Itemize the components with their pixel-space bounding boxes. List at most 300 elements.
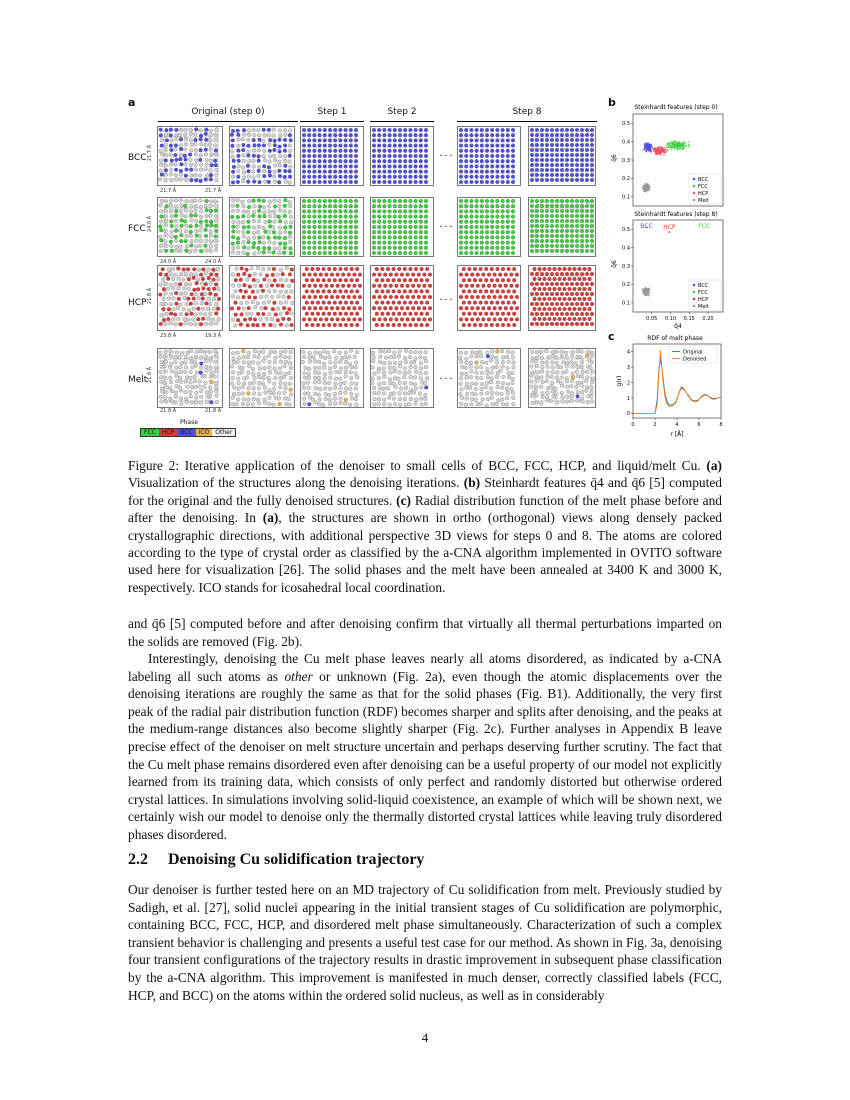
atom — [262, 372, 266, 376]
atom — [317, 371, 321, 375]
atom — [409, 365, 413, 369]
atom — [398, 350, 402, 354]
ellipsis-hcp: ··· — [439, 292, 454, 306]
legend-label: Melt — [698, 197, 709, 204]
atom — [313, 381, 317, 385]
atom — [258, 375, 262, 379]
atom — [386, 290, 390, 294]
atom — [480, 220, 484, 224]
atom — [163, 354, 167, 358]
atom — [470, 144, 474, 148]
atom — [540, 366, 544, 370]
atom — [398, 397, 402, 401]
fcc-ortho-step8 — [457, 197, 521, 257]
atom — [201, 307, 205, 311]
atom — [214, 312, 218, 316]
atom — [204, 239, 208, 243]
atom — [496, 170, 500, 174]
atom — [313, 220, 317, 224]
section-number: 2.2 — [128, 851, 148, 868]
atom — [409, 159, 413, 163]
atom — [278, 145, 282, 149]
atom — [545, 209, 549, 213]
row-label-fcc: FCC — [128, 224, 146, 234]
melt-ortho-step0 — [229, 348, 295, 408]
atom — [344, 391, 348, 395]
atom — [242, 272, 246, 276]
atom — [252, 138, 256, 142]
atom — [403, 323, 407, 327]
atom — [288, 273, 292, 277]
atom — [214, 293, 218, 297]
atom — [545, 219, 549, 223]
atom — [214, 244, 218, 248]
rdf-legend — [669, 346, 717, 363]
atom — [184, 282, 188, 286]
atom — [490, 225, 494, 229]
y-tick-label: 1 — [626, 395, 630, 402]
phase-legend-fcc: FCC — [141, 429, 159, 436]
atom — [209, 230, 213, 234]
atom — [327, 301, 331, 305]
atom — [252, 199, 256, 203]
atom — [540, 133, 544, 137]
atom — [276, 307, 280, 311]
atom — [540, 249, 544, 253]
atom — [575, 229, 579, 233]
atom — [573, 297, 577, 301]
atom — [531, 350, 535, 354]
atom — [307, 180, 311, 184]
atom — [347, 306, 351, 310]
atom — [470, 128, 474, 132]
atom — [278, 209, 282, 213]
atom — [277, 215, 281, 219]
atom — [177, 297, 181, 301]
atom — [164, 133, 168, 137]
atom — [239, 301, 243, 305]
atom — [530, 234, 534, 238]
atom — [470, 402, 474, 406]
atom — [393, 361, 397, 365]
atom — [496, 267, 500, 271]
atom — [392, 392, 396, 396]
atom — [460, 365, 464, 369]
atom — [403, 159, 407, 163]
atom — [386, 323, 390, 327]
atom — [289, 290, 293, 294]
atom — [575, 214, 579, 218]
atom — [377, 241, 381, 245]
atom — [196, 287, 200, 291]
atom — [184, 239, 188, 243]
atom — [566, 400, 570, 404]
atom — [302, 273, 306, 277]
atom — [339, 144, 343, 148]
atom — [258, 205, 262, 209]
atom — [546, 370, 550, 374]
atom — [423, 397, 427, 401]
atom — [550, 272, 554, 276]
atom — [575, 168, 579, 172]
melt-ortho-step8 — [457, 348, 521, 408]
atom — [570, 399, 574, 403]
atom — [268, 170, 272, 174]
ellipsis-melt: ··· — [439, 371, 454, 385]
atom — [268, 200, 272, 204]
atom — [398, 159, 402, 163]
atom — [388, 154, 392, 158]
chart-b0-legend — [689, 174, 721, 204]
atom — [339, 382, 343, 386]
atom — [382, 371, 386, 375]
atom — [279, 323, 283, 327]
atom — [246, 210, 250, 214]
atom — [242, 154, 246, 158]
atom — [236, 133, 240, 137]
atom — [377, 246, 381, 250]
atom — [485, 128, 489, 132]
atom — [283, 242, 287, 246]
atom — [279, 268, 283, 272]
atom — [575, 143, 579, 147]
atom — [590, 168, 594, 172]
atom — [504, 295, 508, 299]
atom — [484, 361, 488, 365]
atom — [215, 400, 219, 404]
atom — [555, 356, 559, 360]
atom — [326, 351, 330, 355]
atom — [573, 277, 577, 281]
atom — [551, 350, 555, 354]
atom — [535, 272, 539, 276]
atom — [409, 133, 413, 137]
atom — [272, 175, 276, 179]
x-tick-label: 0.15 — [683, 316, 695, 322]
atom — [302, 220, 306, 224]
atom — [252, 165, 256, 169]
atom — [560, 214, 564, 218]
atom — [247, 175, 251, 179]
atom — [377, 382, 381, 386]
atom — [479, 354, 483, 358]
atom — [252, 154, 256, 158]
rdf-xticks — [631, 418, 722, 428]
atom — [215, 168, 219, 172]
atom — [200, 282, 204, 286]
atom — [339, 154, 343, 158]
atom — [409, 267, 413, 271]
atom — [318, 154, 322, 158]
atom — [480, 371, 484, 375]
atom — [178, 355, 182, 359]
atom — [570, 224, 574, 228]
atom — [409, 323, 413, 327]
atom — [194, 209, 198, 213]
phase-legend — [140, 428, 236, 437]
atom — [545, 163, 549, 167]
atom — [165, 153, 169, 157]
atom — [183, 361, 187, 365]
atom — [555, 302, 559, 306]
atom — [414, 210, 418, 214]
atom — [512, 366, 516, 370]
atom — [279, 355, 283, 359]
atom — [530, 224, 534, 228]
atom — [290, 268, 294, 272]
atom — [580, 375, 584, 379]
atom — [501, 139, 505, 143]
atom — [257, 219, 261, 223]
atom — [500, 392, 504, 396]
atom — [302, 241, 306, 245]
atom — [204, 138, 208, 142]
atom — [272, 230, 276, 234]
atom — [343, 355, 347, 359]
atom — [196, 278, 200, 282]
atom — [544, 349, 548, 353]
atom — [409, 210, 413, 214]
atom — [498, 306, 502, 310]
atom — [241, 230, 245, 234]
atom — [553, 267, 557, 271]
atom — [550, 322, 554, 326]
atom — [546, 386, 550, 390]
atom — [263, 210, 267, 214]
atom — [565, 385, 569, 389]
atom — [333, 230, 337, 234]
atom — [328, 165, 332, 169]
atom — [501, 149, 505, 153]
atom — [504, 273, 508, 277]
atom — [248, 317, 252, 321]
atom — [560, 322, 564, 326]
atom — [339, 199, 343, 203]
atom — [540, 361, 544, 365]
atom — [343, 381, 347, 385]
atom — [187, 287, 191, 291]
atom — [253, 349, 257, 353]
atom — [580, 204, 584, 208]
atom — [575, 282, 579, 286]
atom — [512, 267, 516, 271]
atom — [535, 173, 539, 177]
data-point — [678, 141, 680, 143]
atom — [496, 225, 500, 229]
atom — [318, 149, 322, 153]
data-point — [649, 148, 651, 150]
atom — [262, 241, 266, 245]
atom — [565, 224, 569, 228]
atom — [164, 209, 168, 213]
atom — [344, 165, 348, 169]
atom — [473, 323, 477, 327]
atom — [404, 403, 408, 407]
atom — [506, 241, 510, 245]
data-point — [674, 148, 676, 150]
atom — [344, 220, 348, 224]
atom — [165, 386, 169, 390]
atom — [470, 149, 474, 153]
atom — [555, 128, 559, 132]
atom — [555, 371, 559, 375]
atom — [420, 267, 424, 271]
atom — [214, 360, 218, 364]
atom — [511, 220, 515, 224]
atom — [204, 128, 208, 132]
atom — [533, 297, 537, 301]
atom — [397, 290, 401, 294]
atom — [231, 199, 235, 203]
atom — [253, 305, 257, 309]
atom — [231, 351, 235, 355]
atom — [242, 355, 246, 359]
atom — [333, 170, 337, 174]
atom — [183, 370, 187, 374]
atom — [409, 180, 413, 184]
atom — [571, 365, 575, 369]
atom — [322, 278, 326, 282]
atom — [231, 175, 235, 179]
atom — [338, 371, 342, 375]
atom — [424, 220, 428, 224]
atom — [183, 154, 187, 158]
atom — [558, 277, 562, 281]
atom — [270, 295, 274, 299]
atom — [403, 225, 407, 229]
atom — [570, 379, 574, 383]
atom — [590, 381, 594, 385]
atom — [259, 295, 263, 299]
atom — [261, 267, 265, 271]
atom — [398, 144, 402, 148]
atom — [333, 402, 337, 406]
rdf-chart — [615, 333, 727, 440]
atom — [236, 351, 240, 355]
atom — [406, 273, 410, 277]
atom — [540, 282, 544, 286]
atom — [288, 231, 292, 235]
atom — [550, 209, 554, 213]
atom — [232, 392, 236, 396]
atom — [419, 133, 423, 137]
atom — [350, 396, 354, 400]
atom — [540, 272, 544, 276]
atom — [186, 385, 190, 389]
atom — [159, 322, 163, 326]
atom — [565, 168, 569, 172]
atom — [411, 284, 415, 288]
atom — [179, 209, 183, 213]
atom — [545, 224, 549, 228]
atom — [419, 199, 423, 203]
atom — [412, 391, 416, 395]
atom — [507, 375, 511, 379]
atom — [313, 359, 317, 363]
data-point — [646, 148, 648, 150]
atom — [507, 371, 511, 375]
atom — [388, 159, 392, 163]
atom — [561, 400, 565, 404]
atom — [424, 350, 428, 354]
atom — [560, 138, 564, 142]
atom — [383, 128, 387, 132]
atom — [318, 199, 322, 203]
atom — [262, 169, 266, 173]
atom — [475, 220, 479, 224]
atom — [408, 391, 412, 395]
atom — [327, 267, 331, 271]
atom — [205, 163, 209, 167]
atom — [580, 239, 584, 243]
atom — [354, 361, 358, 365]
atom — [174, 322, 178, 326]
atom — [283, 397, 287, 401]
atom — [459, 128, 463, 132]
atom — [313, 139, 317, 143]
atom — [339, 204, 343, 208]
atom — [260, 306, 264, 310]
atom — [319, 355, 323, 359]
atom — [165, 390, 169, 394]
atom — [215, 173, 219, 177]
atom — [354, 128, 358, 132]
atom — [580, 219, 584, 223]
atom — [175, 379, 179, 383]
atom — [159, 313, 163, 317]
atom — [236, 361, 240, 365]
atom-view — [371, 349, 433, 407]
atom — [240, 370, 244, 374]
atom — [414, 387, 418, 391]
atom — [486, 351, 490, 355]
atom — [282, 251, 286, 255]
atom — [501, 159, 505, 163]
atom — [555, 234, 559, 238]
atom — [174, 401, 178, 405]
atom — [392, 355, 396, 359]
atom — [383, 375, 387, 379]
atom — [411, 295, 415, 299]
atom — [505, 355, 509, 359]
atom — [398, 128, 402, 132]
atom — [588, 317, 592, 321]
atom — [241, 366, 245, 370]
atom — [590, 214, 594, 218]
atom-view — [158, 198, 222, 256]
atom — [501, 278, 505, 282]
atom — [180, 352, 184, 356]
atom — [393, 369, 397, 373]
atom — [179, 292, 183, 296]
chart-b1-xticks — [646, 312, 713, 322]
atom — [419, 230, 423, 234]
atom — [302, 199, 306, 203]
atom — [350, 290, 354, 294]
atom — [400, 387, 404, 391]
atom — [210, 223, 214, 227]
atom — [232, 225, 236, 229]
atom — [550, 312, 554, 316]
atom — [242, 204, 246, 208]
atom — [533, 277, 537, 281]
data-point — [645, 151, 647, 153]
atom — [512, 290, 516, 294]
atom — [565, 282, 569, 286]
atom — [558, 267, 562, 271]
atom — [535, 214, 539, 218]
atom — [560, 224, 564, 228]
